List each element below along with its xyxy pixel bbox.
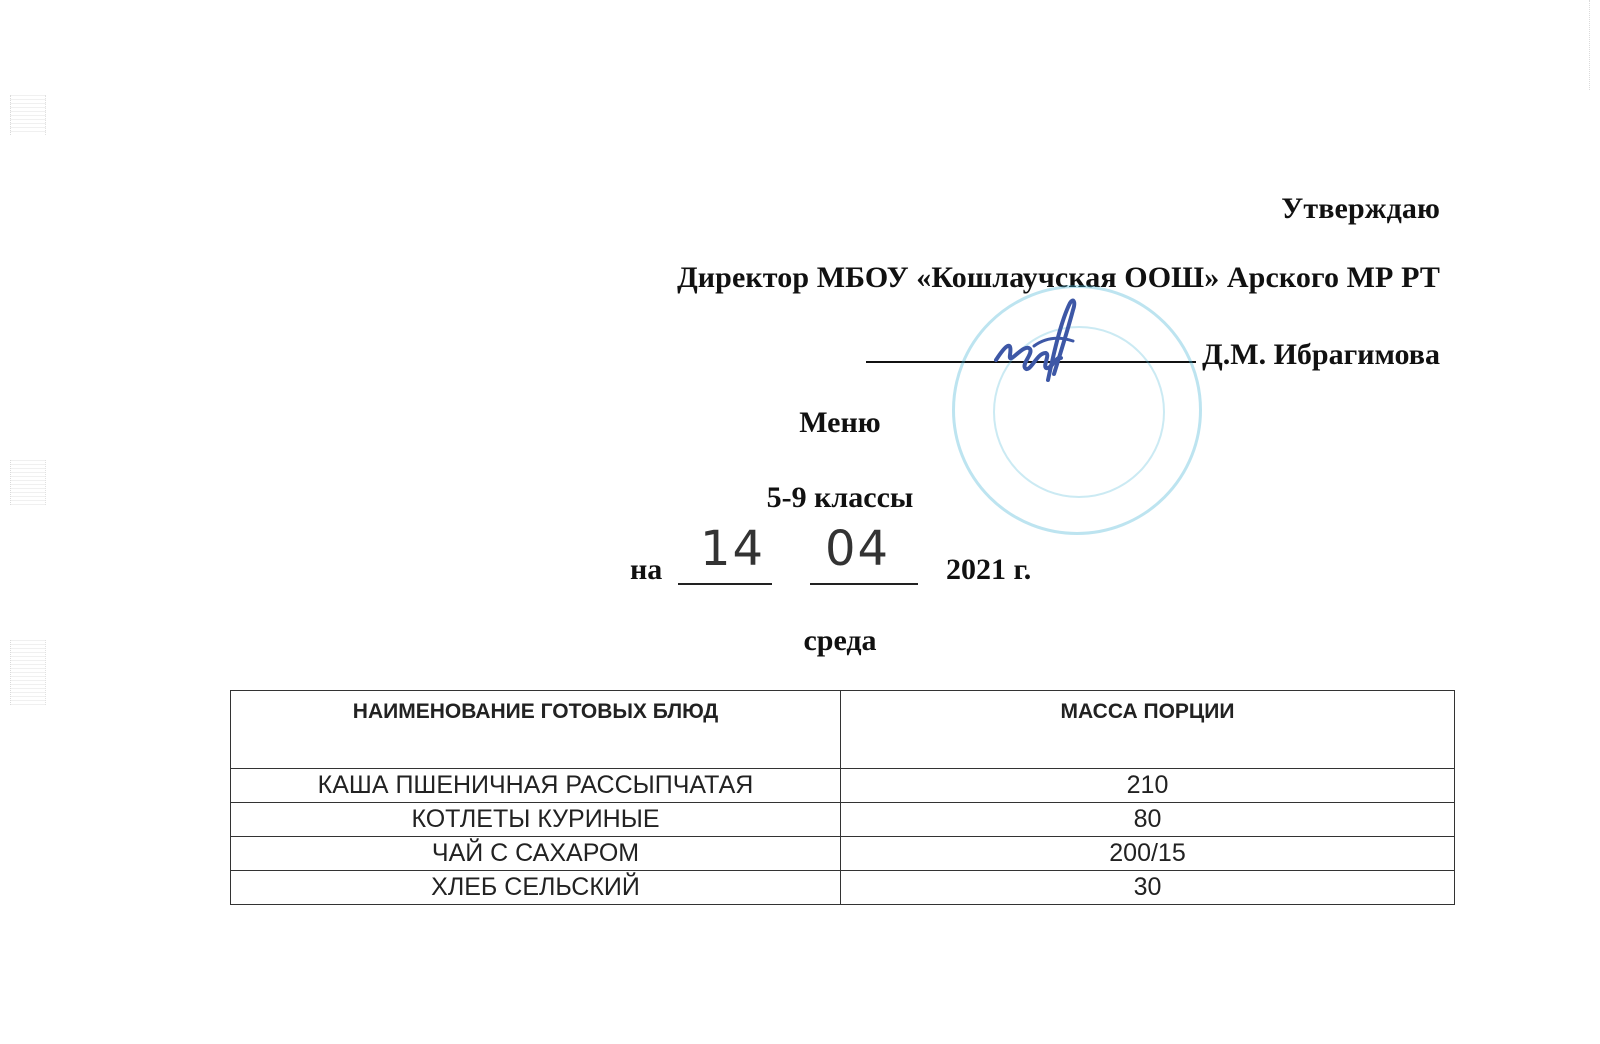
date-prefix: на <box>630 553 663 586</box>
table-header-row <box>231 691 1455 769</box>
day-underline <box>678 583 772 585</box>
signature-line <box>820 330 1440 370</box>
right-scan-edge <box>1573 0 1590 90</box>
director-title: Директор МБОУ «Кошлаучская ООШ» Арского МР РТ <box>677 261 1440 294</box>
table-row <box>231 837 1455 871</box>
table-row <box>231 803 1455 837</box>
table-row <box>231 871 1455 905</box>
dish-name-header: НАИМЕНОВАНИЕ ГОТОВЫХ БЛЮД <box>231 691 841 769</box>
portion-mass-cell: 30 <box>841 871 1455 905</box>
dish-name-cell: ХЛЕБ СЕЛЬСКИЙ <box>231 871 841 905</box>
handwritten-month: 04 <box>825 521 891 577</box>
dish-name-cell: ЧАЙ С САХАРОМ <box>231 837 841 871</box>
portion-mass-header: МАССА ПОРЦИИ <box>841 691 1455 769</box>
signature-underline <box>866 361 1196 363</box>
table-row <box>231 769 1455 803</box>
grades-label: 5-9 классы <box>766 481 914 514</box>
director-name: Д.М. Ибрагимова <box>1202 338 1440 371</box>
menu-title: Меню <box>799 406 881 439</box>
portion-mass-cell: 80 <box>841 803 1455 837</box>
date-row <box>630 521 1060 595</box>
portion-mass-cell: 210 <box>841 769 1455 803</box>
weekday-label: среда <box>803 624 877 657</box>
month-underline <box>810 583 918 585</box>
dish-name-cell: КАША ПШЕНИЧНАЯ РАССЫПЧАТАЯ <box>231 769 841 803</box>
left-scan-marks <box>10 95 50 715</box>
dish-name-cell: КОТЛЕТЫ КУРИНЫЕ <box>231 803 841 837</box>
approval-heading: Утверждаю <box>1281 192 1440 225</box>
handwritten-day: 14 <box>700 521 766 577</box>
menu-table <box>230 690 1455 905</box>
date-year: 2021 г. <box>946 553 1032 586</box>
portion-mass-cell: 200/15 <box>841 837 1455 871</box>
scan-artifact <box>10 95 46 135</box>
